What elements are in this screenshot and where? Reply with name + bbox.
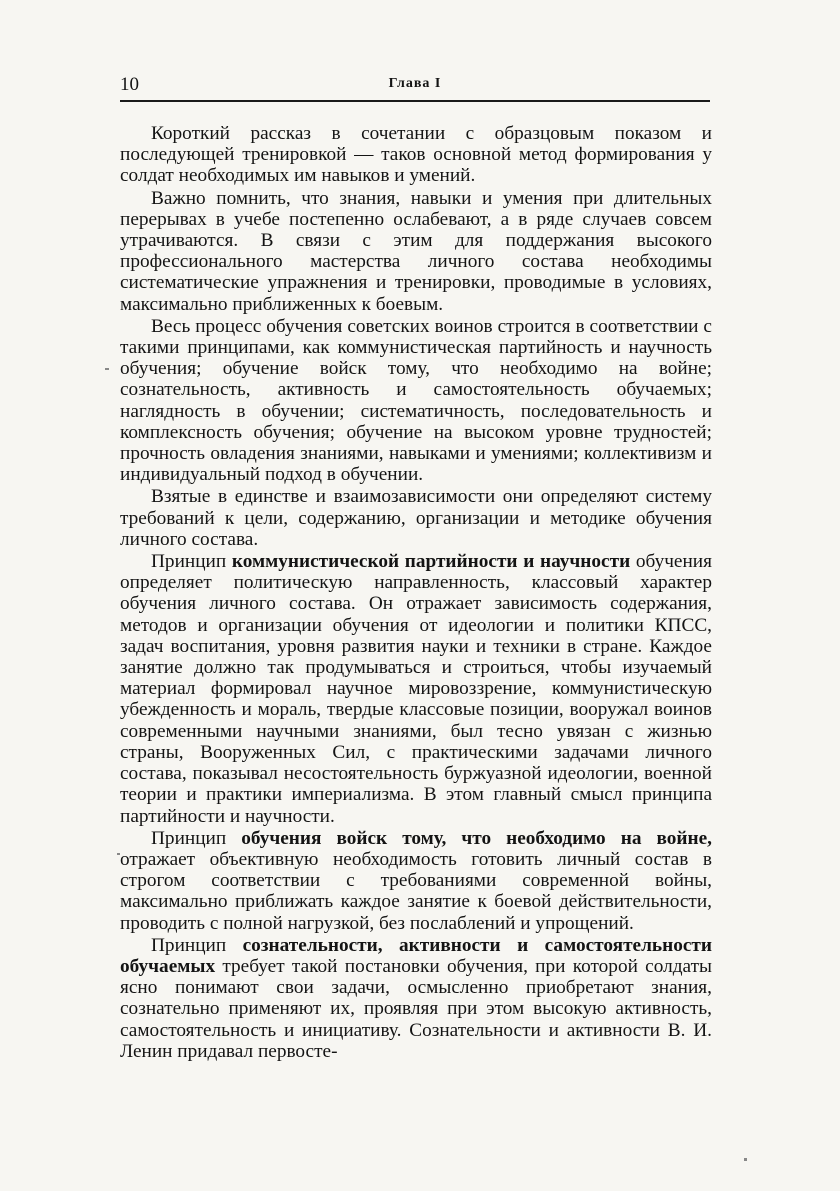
paragraph	[120, 551, 712, 827]
text-segment: обучения определяет политическую направленность, классовый характер обучения личного состава. Он отражает зависимость содержания, методов и организации обучения от идеологии и политики КПСС, задач воспитания, уровня развития науки и техники в стране. Каждое занятие должно так продумываться и строиться, чтобы изучаемый материал формировал научное мировоззрение, коммунистическую убежденность и мораль, твердые классовые позиции, вооружал воинов современными научными знаниями, был тесно увязан с жизнью страны, Вооруженных Сил, с практическими задачами личного состава, показывал несостоятельность буржуазной идеологии, военной теории и практики империализма. В этом главный смысл принципа партийности и научности.	[120, 551, 712, 827]
text-segment: Принцип	[151, 551, 232, 573]
text-segment: Важно помнить, что знания, навыки и умения при длительных перерывах в учебе постепенно ослабевают, а в ряде случаев совсем утрачиваются. В связи с этим для поддержания высокого профессионального мастерства личного состава необходимы систематические упражнения и тренировки, проводимые в условиях, максимально приближенных к боевым.	[120, 187, 712, 315]
paragraph	[120, 935, 712, 1062]
text-segment: Короткий рассказ в сочетании с образцовым показом и последующей тренировкой — таков основной метод формирования у солдат необходимых им навыков и умений.	[120, 123, 712, 187]
bold-term: сознательности, активности и самостоятельности обучаемых	[120, 934, 712, 977]
bold-term: коммунистической партийности и научности	[231, 551, 631, 573]
text-segment: Взятые в единстве и взаимозависимости они определяют систему требований к цели, содержанию, организации и методике обучения личного состава.	[120, 486, 712, 550]
page-number: 10	[120, 74, 139, 95]
paragraph	[120, 828, 712, 934]
print-speck	[744, 1158, 747, 1161]
paragraph	[120, 316, 712, 486]
text-segment: Принцип	[151, 934, 243, 956]
text-segment: Весь процесс обучения советских воинов строится в соответствии с такими принципами, как коммунистическая партийность и научность обучения; обучение войск тому, что необходимо на войне; сознательность, активность и самостоятельность обучаемых; наглядность в обучении; систематичность, последовательность и комплексность обучения; обучение на высоком уровне трудностей; прочность овладения знаниями, навыками и умениями; коллективизм и индивидуальный подход в обучении.	[120, 315, 712, 486]
text-segment: отражает объективную необходимость готовить личный состав в строгом соответствии с требованиями современной войны, максимально приближать каждое занятие к боевой действительности, проводить с полной нагрузкой, без послаблений и упрощений.	[120, 848, 712, 934]
text-segment: Принцип	[151, 827, 242, 849]
body-text	[120, 123, 712, 1063]
header-rule	[120, 100, 710, 102]
print-speck	[117, 853, 120, 855]
paragraph	[120, 188, 712, 315]
paragraph	[120, 123, 712, 187]
text-segment: требует такой постановки обучения, при которой солдаты ясно понимают свои задачи, осмысленно приобретают знания, сознательно применяют их, проявляя при этом высокую активность, самостоятельность и инициативу. Сознательности и активности В. И. Ленин придавал первосте-	[120, 955, 712, 1062]
running-head: Глава I	[388, 76, 442, 91]
page-header	[120, 74, 710, 100]
paragraph	[120, 486, 712, 550]
print-speck	[105, 368, 109, 370]
bold-term: обучения войск тому, что необходимо на войне,	[241, 827, 712, 849]
